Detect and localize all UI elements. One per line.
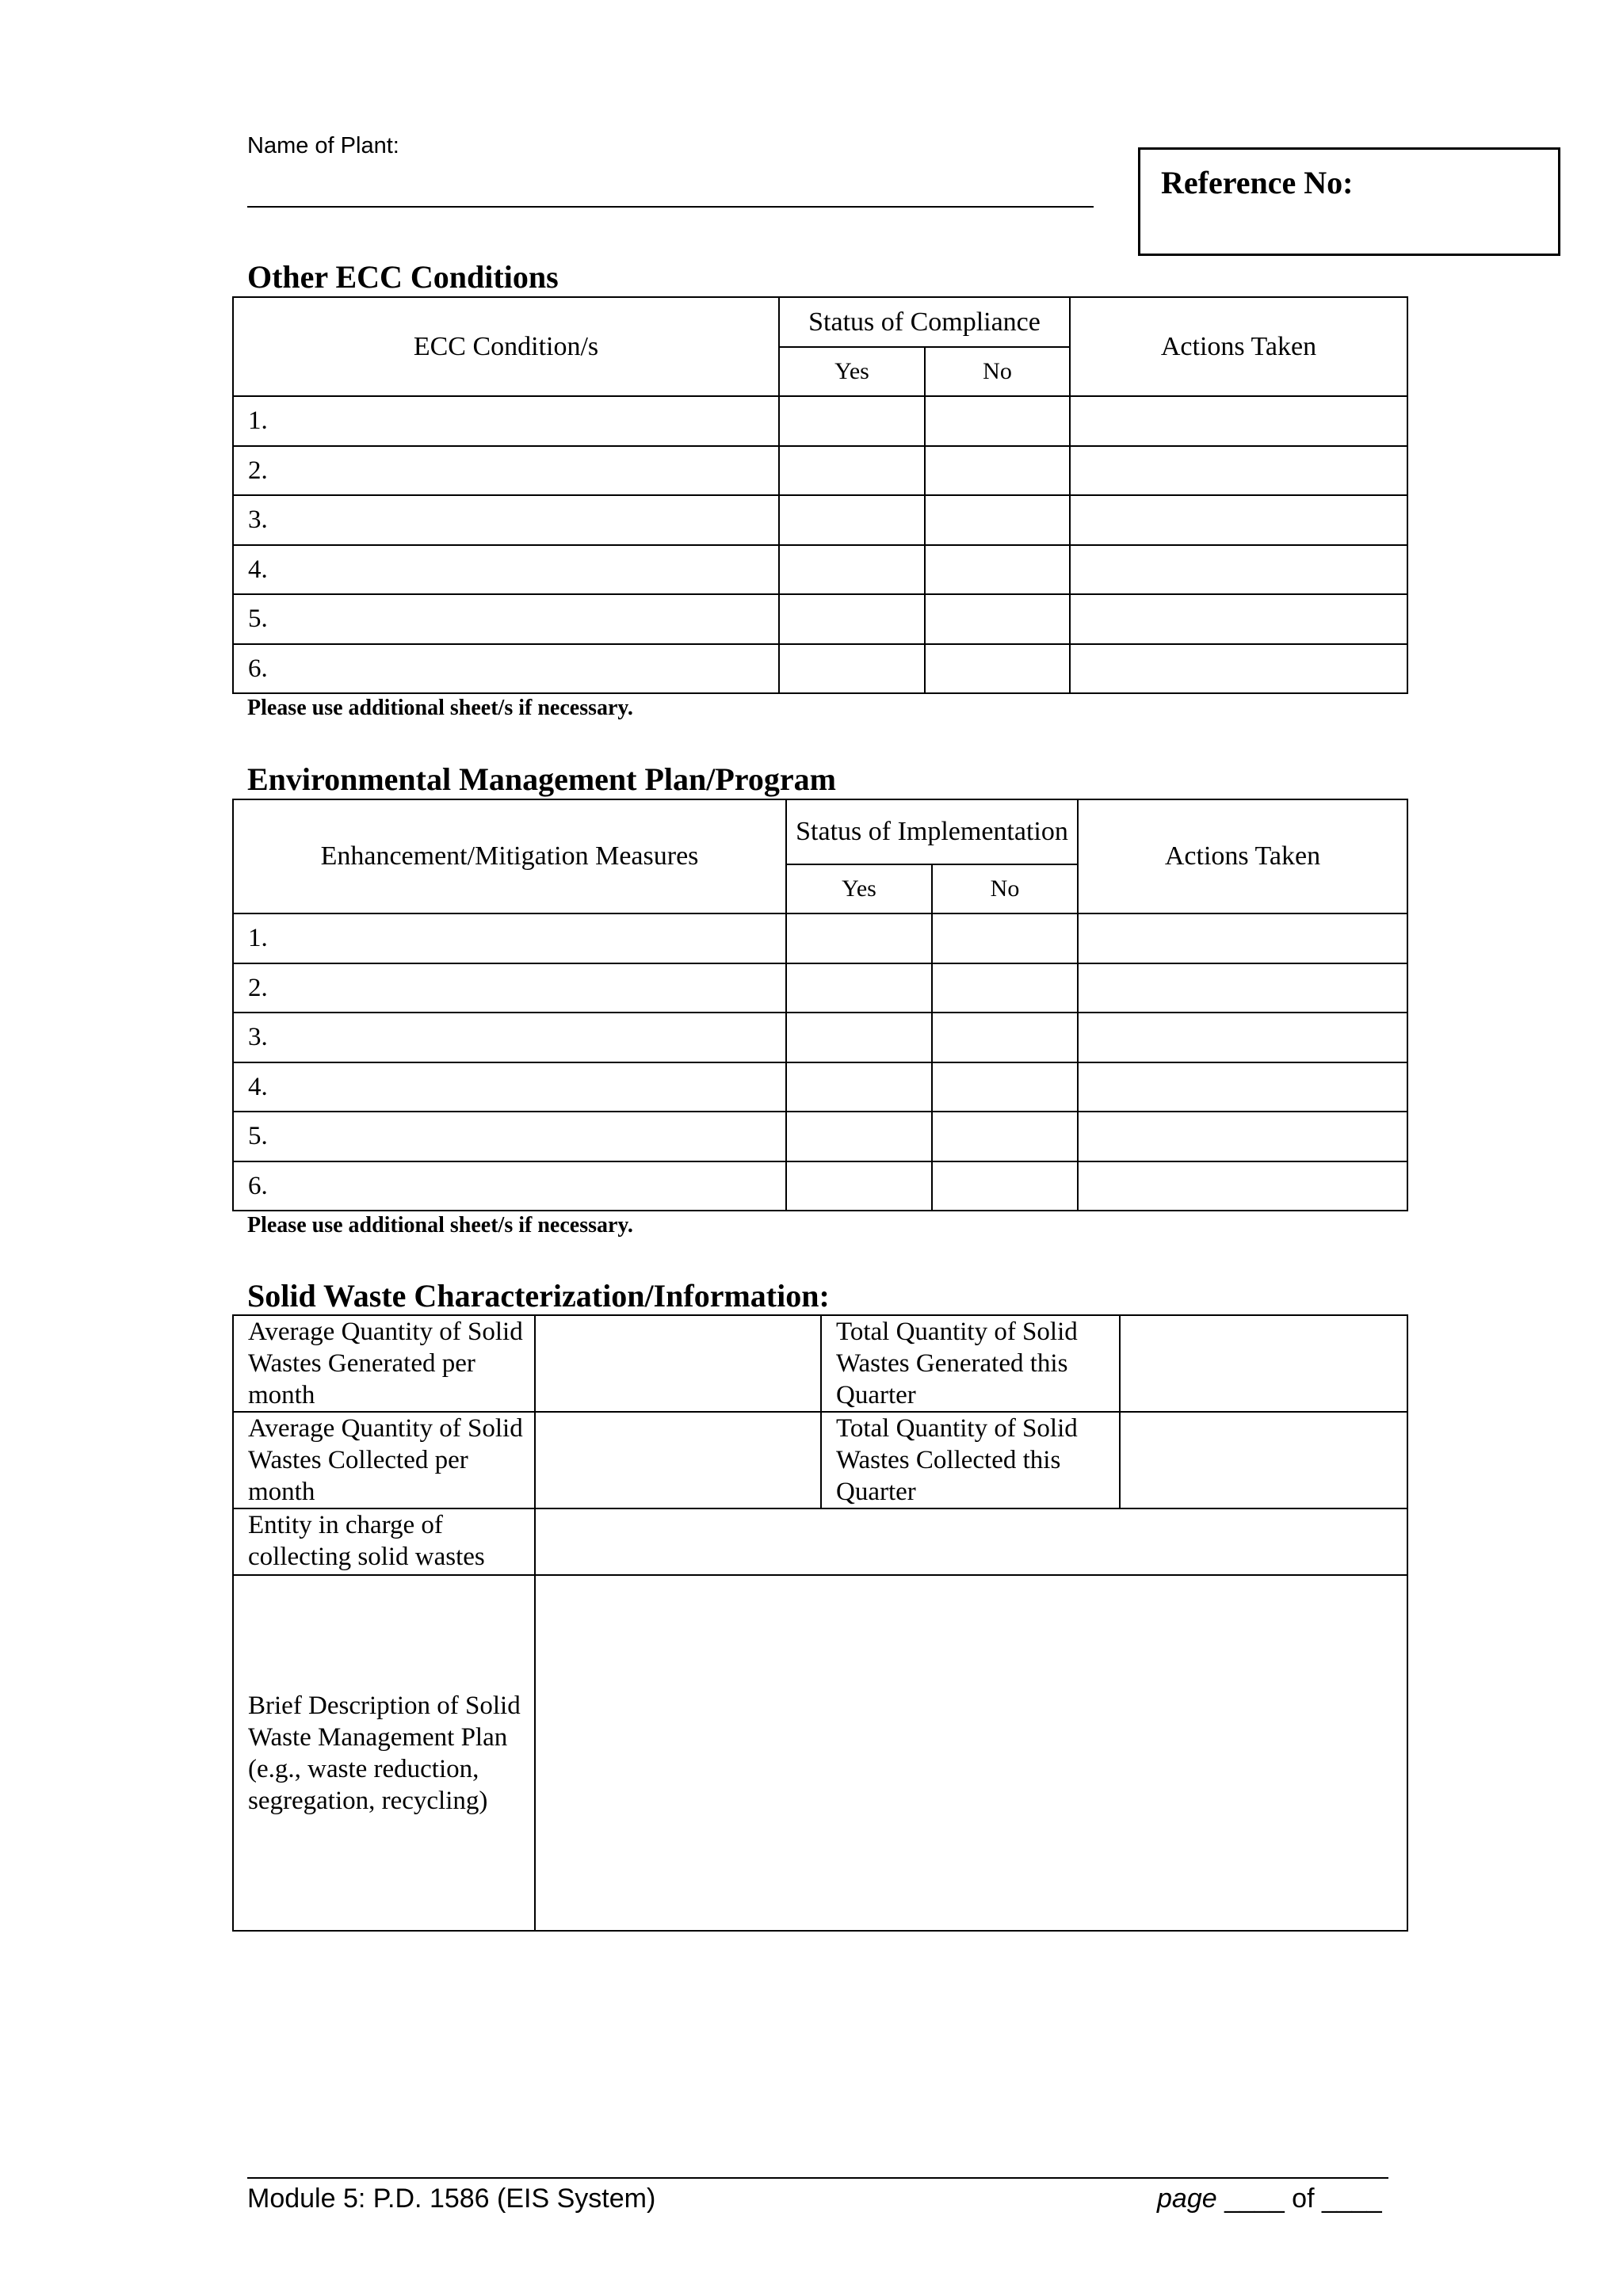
ecc-no-cell[interactable]: [925, 545, 1070, 594]
ecc-yes-cell[interactable]: [779, 545, 925, 594]
ecc-row-number[interactable]: 6.: [233, 644, 779, 693]
ecc-yes-cell[interactable]: [779, 594, 925, 644]
footer-page-word: page: [1157, 2183, 1217, 2214]
table-row: [233, 913, 1407, 963]
emp-row-number[interactable]: 4.: [233, 1062, 786, 1112]
emp-yes-cell[interactable]: [786, 963, 932, 1013]
total-generated-value[interactable]: [1120, 1315, 1407, 1412]
entity-label: Entity in charge of collecting solid wastes: [233, 1508, 535, 1575]
description-value[interactable]: [535, 1575, 1407, 1931]
emp-actions-header: Actions Taken: [1078, 799, 1407, 913]
table-row: [233, 1062, 1407, 1112]
plant-name-input-line[interactable]: [247, 206, 1094, 208]
table-row: [233, 594, 1407, 644]
description-label: Brief Description of Solid Waste Management Plan (e.g., waste reduction, segregation, recycling): [233, 1575, 535, 1931]
avg-generated-label: Average Quantity of Solid Wastes Generated per month: [233, 1315, 535, 1412]
table-row: [233, 1112, 1407, 1161]
solid-waste-table: [232, 1314, 1408, 1932]
ecc-row-number[interactable]: 2.: [233, 446, 779, 495]
emp-actions-cell[interactable]: [1078, 1062, 1407, 1112]
emp-actions-cell[interactable]: [1078, 913, 1407, 963]
emp-yes-header: Yes: [786, 864, 932, 913]
emp-table: [232, 799, 1408, 1211]
ecc-no-cell[interactable]: [925, 594, 1070, 644]
ecc-actions-header: Actions Taken: [1070, 297, 1407, 396]
ecc-status-header: Status of Compliance: [779, 297, 1070, 347]
emp-yes-cell[interactable]: [786, 1112, 932, 1161]
footer-divider: [247, 2177, 1388, 2179]
table-row: [233, 396, 1407, 446]
emp-no-header: No: [932, 864, 1078, 913]
ecc-table: [232, 296, 1408, 694]
ecc-row-number[interactable]: 1.: [233, 396, 779, 446]
emp-no-cell[interactable]: [932, 1112, 1078, 1161]
emp-yes-cell[interactable]: [786, 1062, 932, 1112]
total-collected-value[interactable]: [1120, 1412, 1407, 1508]
ecc-section-title: Other ECC Conditions: [247, 259, 559, 295]
table-row: [233, 963, 1407, 1013]
footer-page-number: [1157, 2183, 1382, 2214]
footer-module-text: Module 5: P.D. 1586 (EIS System): [247, 2183, 656, 2214]
avg-generated-value[interactable]: [535, 1315, 821, 1412]
emp-row-number[interactable]: 5.: [233, 1112, 786, 1161]
reference-no-box[interactable]: [1138, 147, 1560, 256]
ecc-row-number[interactable]: 3.: [233, 495, 779, 545]
emp-section-title: Environmental Management Plan/Program: [247, 761, 836, 797]
total-collected-label: Total Quantity of Solid Wastes Collected this Quarter: [821, 1412, 1120, 1508]
ecc-yes-cell[interactable]: [779, 644, 925, 693]
emp-status-header: Status of Implementation: [786, 799, 1078, 864]
ecc-no-cell[interactable]: [925, 644, 1070, 693]
emp-no-cell[interactable]: [932, 913, 1078, 963]
ecc-no-header: No: [925, 347, 1070, 396]
table-row: [233, 495, 1407, 545]
ecc-no-cell[interactable]: [925, 495, 1070, 545]
ecc-condition-header: ECC Condition/s: [233, 297, 779, 396]
emp-yes-cell[interactable]: [786, 1013, 932, 1062]
ecc-actions-cell[interactable]: [1070, 594, 1407, 644]
ecc-yes-cell[interactable]: [779, 446, 925, 495]
ecc-yes-cell[interactable]: [779, 495, 925, 545]
table-row: [233, 644, 1407, 693]
emp-yes-cell[interactable]: [786, 1161, 932, 1211]
footer-page-of: ____ of ____: [1224, 2183, 1382, 2214]
emp-yes-cell[interactable]: [786, 913, 932, 963]
avg-collected-value[interactable]: [535, 1412, 821, 1508]
emp-no-cell[interactable]: [932, 1013, 1078, 1062]
plant-name-label: Name of Plant:: [247, 133, 399, 158]
emp-measures-header: Enhancement/Mitigation Measures: [233, 799, 786, 913]
ecc-yes-header: Yes: [779, 347, 925, 396]
ecc-row-number[interactable]: 4.: [233, 545, 779, 594]
total-generated-label: Total Quantity of Solid Wastes Generated this Quarter: [821, 1315, 1120, 1412]
reference-no-label: Reference No:: [1161, 165, 1354, 200]
emp-no-cell[interactable]: [932, 1161, 1078, 1211]
emp-actions-cell[interactable]: [1078, 1161, 1407, 1211]
emp-actions-cell[interactable]: [1078, 1112, 1407, 1161]
ecc-no-cell[interactable]: [925, 396, 1070, 446]
emp-row-number[interactable]: 3.: [233, 1013, 786, 1062]
ecc-yes-cell[interactable]: [779, 396, 925, 446]
emp-additional-sheet-note: Please use additional sheet/s if necessary.: [247, 1213, 633, 1238]
ecc-additional-sheet-note: Please use additional sheet/s if necessary.: [247, 696, 633, 720]
emp-row-number[interactable]: 2.: [233, 963, 786, 1013]
emp-row-number[interactable]: 6.: [233, 1161, 786, 1211]
table-row: [233, 446, 1407, 495]
emp-no-cell[interactable]: [932, 963, 1078, 1013]
ecc-no-cell[interactable]: [925, 446, 1070, 495]
table-row: [233, 1013, 1407, 1062]
avg-collected-label: Average Quantity of Solid Wastes Collected per month: [233, 1412, 535, 1508]
ecc-actions-cell[interactable]: [1070, 446, 1407, 495]
ecc-actions-cell[interactable]: [1070, 644, 1407, 693]
table-row: [233, 1161, 1407, 1211]
emp-actions-cell[interactable]: [1078, 1013, 1407, 1062]
emp-row-number[interactable]: 1.: [233, 913, 786, 963]
ecc-row-number[interactable]: 5.: [233, 594, 779, 644]
solid-waste-section-title: Solid Waste Characterization/Information:: [247, 1278, 830, 1314]
emp-no-cell[interactable]: [932, 1062, 1078, 1112]
ecc-actions-cell[interactable]: [1070, 495, 1407, 545]
table-row: [233, 545, 1407, 594]
ecc-actions-cell[interactable]: [1070, 545, 1407, 594]
ecc-actions-cell[interactable]: [1070, 396, 1407, 446]
emp-actions-cell[interactable]: [1078, 963, 1407, 1013]
entity-value[interactable]: [535, 1508, 1407, 1575]
